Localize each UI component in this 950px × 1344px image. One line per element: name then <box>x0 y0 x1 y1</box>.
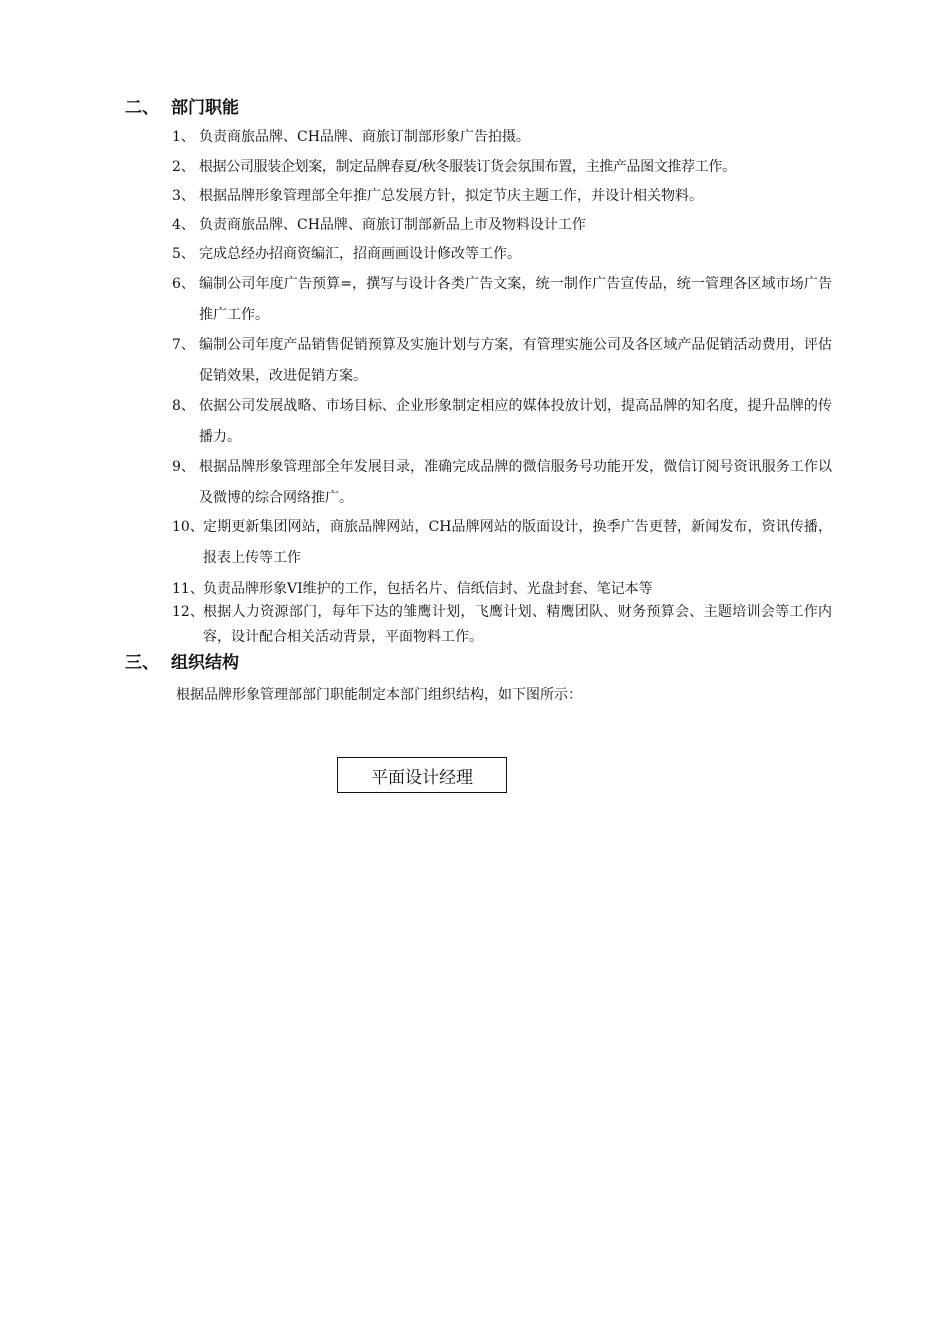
list-item-number: 1、 <box>172 129 195 145</box>
list-item-text: 负责商旅品牌、CH品牌、商旅订制部形象广告拍摄。 <box>199 129 530 145</box>
list-item <box>172 210 832 241</box>
section-heading-department-functions <box>125 97 239 119</box>
list-item-number: 3、 <box>172 188 195 204</box>
list-item <box>172 239 832 270</box>
list-item-text: 编制公司年度广告预算=，撰写与设计各类广告文案，统一制作广告宣传品，统一管理各区域市场广告推广工作。 <box>199 276 832 323</box>
list-item-number: 11、 <box>172 581 204 597</box>
list-item-number: 12、 <box>172 604 204 620</box>
list-item-text: 根据人力资源部门，每年下达的雏鹰计划，飞鹰计划、精鹰团队、财务预算会、主题培训会等工作内容，设计配合相关活动背景，平面物料工作。 <box>203 604 832 645</box>
section-intro-text: 根据品牌形象管理部部门职能制定本部门组织结构，如下图所示： <box>176 687 582 703</box>
list-item-text: 负责品牌形象VI维护的工作，包括名片、信纸信封、光盘封套、笔记本等 <box>203 581 653 597</box>
section-title: 部门职能 <box>171 98 239 118</box>
list-item <box>172 122 832 153</box>
list-item-number: 7、 <box>172 337 195 353</box>
list-item-number: 8、 <box>172 398 195 414</box>
list-item-number: 10、 <box>172 519 204 535</box>
list-item-number: 6、 <box>172 276 195 292</box>
list-item <box>172 452 832 514</box>
list-item-text: 完成总经办招商资编汇，招商画画设计修改等工作。 <box>199 246 521 262</box>
list-item <box>172 181 832 212</box>
section-heading-organization-structure <box>125 652 239 674</box>
list-item-number: 2、 <box>172 159 195 175</box>
list-item-text: 根据公司服装企划案，制定品牌春夏/秋冬服装订货会氛围布置，主推产品图文推荐工作。 <box>199 159 736 175</box>
list-item-text: 编制公司年度产品销售促销预算及实施计划与方案，有管理实施公司及各区域产品促销活动费用，评估促销效果，改进促销方案。 <box>199 337 832 384</box>
org-chart-node-graphic-design-manager <box>337 757 507 793</box>
list-item-text: 根据品牌形象管理部全年推广总发展方针，拟定节庆主题工作，并设计相关物料。 <box>199 188 703 204</box>
list-item <box>172 269 832 331</box>
list-item <box>172 600 832 650</box>
list-item <box>172 152 832 183</box>
list-item-number: 5、 <box>172 246 195 262</box>
list-item-text: 负责商旅品牌、CH品牌、商旅订制部新品上市及物料设计工作 <box>199 217 586 233</box>
list-item <box>172 330 832 392</box>
section-number: 三、 <box>125 653 159 673</box>
list-item <box>172 512 832 574</box>
section-number: 二、 <box>125 98 159 118</box>
section-title: 组织结构 <box>171 653 239 673</box>
list-item-text: 根据品牌形象管理部全年发展目录，准确完成品牌的微信服务号功能开发，微信订阅号资讯服务工作以及微博的综合网络推广。 <box>199 459 832 506</box>
list-item <box>172 391 832 453</box>
list-item-number: 9、 <box>172 459 195 475</box>
list-item-number: 4、 <box>172 217 195 233</box>
org-chart-node-label: 平面设计经理 <box>371 767 473 788</box>
list-item-text: 定期更新集团网站，商旅品牌网站，CH品牌网站的版面设计，换季广告更替，新闻发布，资讯传播，报表上传等工作 <box>203 519 832 566</box>
list-item-text: 依据公司发展战略、市场目标、企业形象制定相应的媒体投放计划，提高品牌的知名度，提升品牌的传播力。 <box>199 398 832 445</box>
